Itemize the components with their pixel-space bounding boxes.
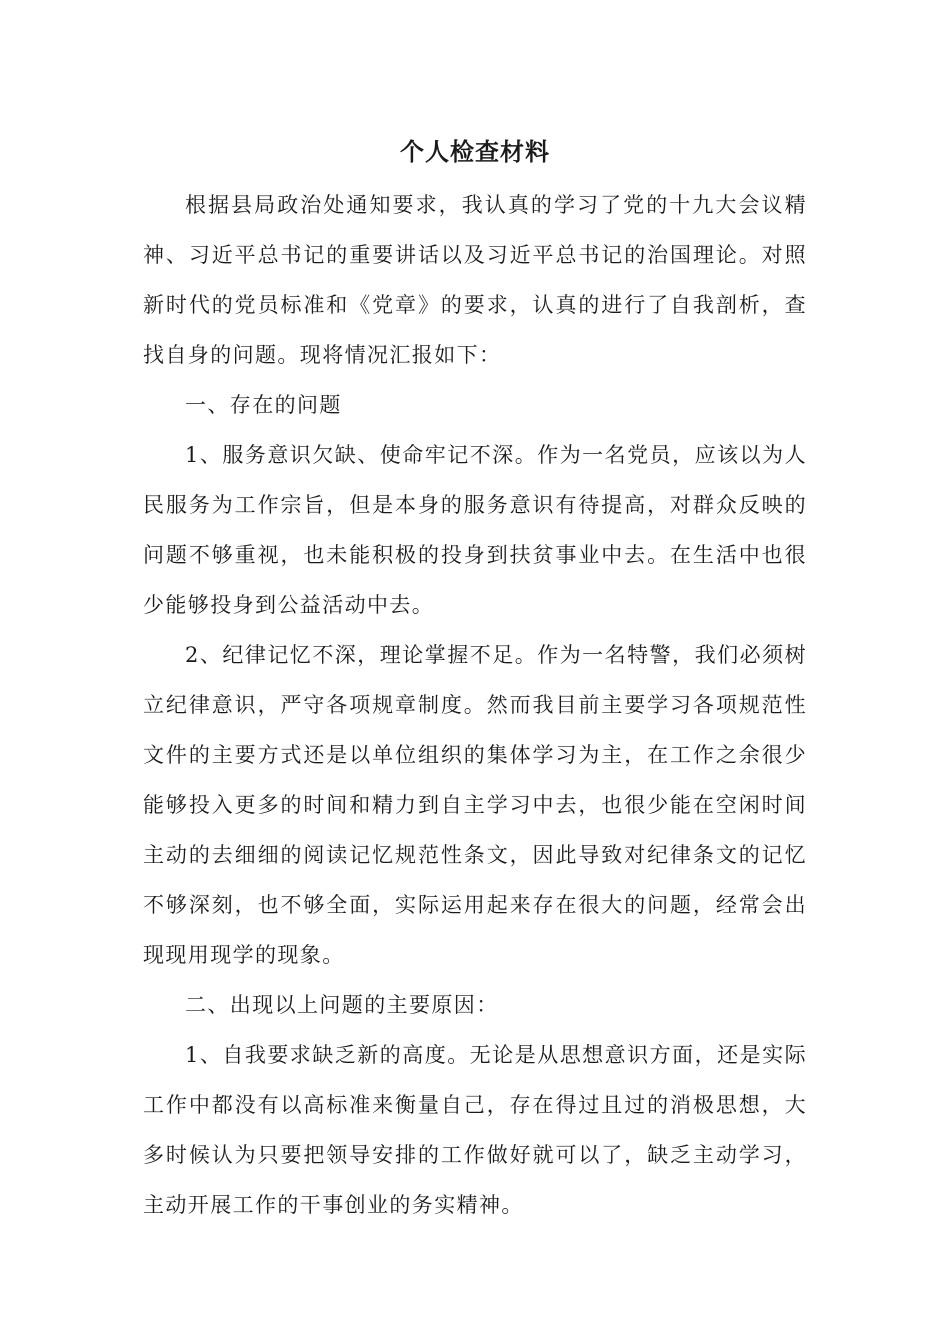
- document-body: [143, 180, 807, 1230]
- paragraph-cause-1: 1、自我要求缺乏新的高度。无论是从思想意识方面，还是实际工作中都没有以高标准来衡量自己，存在得过且过的消极思想，大多时候认为只要把领导安排的工作做好就可以了，缺乏主动学习，主动开展工作的干事创业的务实精神。: [143, 1043, 807, 1217]
- paragraph-problem-2: 2、纪律记忆不深，理论掌握不足。作为一名特警，我们必须树立纪律意识，严守各项规章制度。然而我目前主要学习各项规范性文件的主要方式还是以单位组织的集体学习为主，在工作之余很少能够投入更多的时间和精力到自主学习中去，也很少能在空闲时间主动的去细细的阅读记忆规范性条文，因此导致对纪律条文的记忆不够深刻，也不够全面，实际运用起来存在很大的问题，经常会出现现用现学的现象。: [143, 643, 807, 967]
- paragraph-intro: 根据县局政治处通知要求，我认真的学习了党的十九大会议精神、习近平总书记的重要讲话以及习近平总书记的治国理论。对照新时代的党员标准和《党章》的要求，认真的进行了自我剖析，查找自身的问题。现将情况汇报如下：: [143, 193, 807, 367]
- paragraph-problem-1: 1、服务意识欠缺、使命牢记不深。作为一名党员，应该以为人民服务为工作宗旨，但是本身的服务意识有待提高，对群众反映的问题不够重视，也未能积极的投身到扶贫事业中去。在生活中也很少能够投身到公益活动中去。: [143, 443, 807, 617]
- document-title: 个人检查材料: [400, 138, 550, 166]
- section-heading-problems: 一、存在的问题: [185, 393, 342, 417]
- section-heading-causes: 二、出现以上问题的主要原因：: [185, 993, 499, 1017]
